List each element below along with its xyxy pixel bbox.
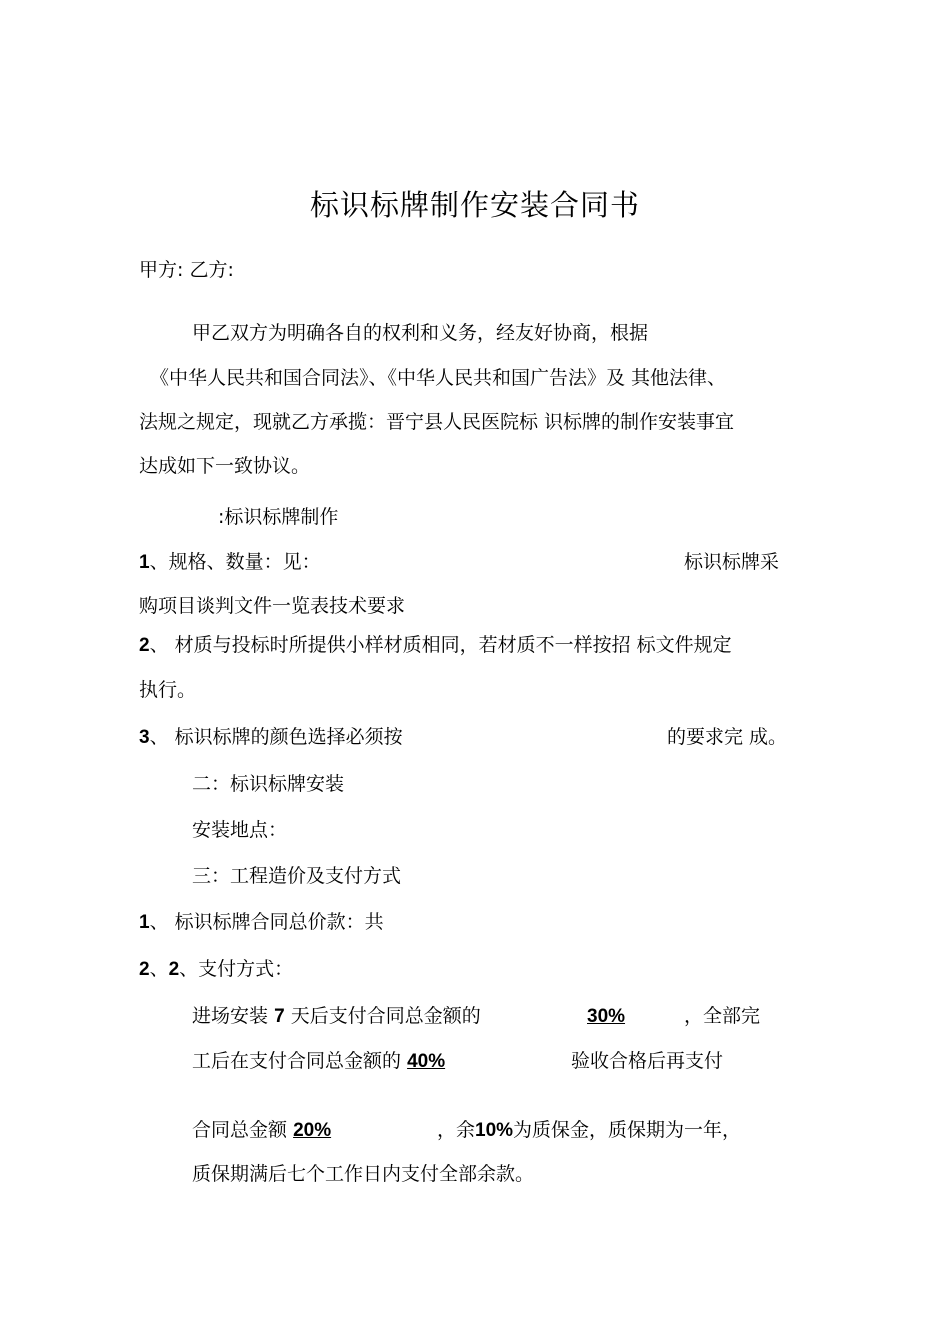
parties-line: 甲方: 乙方: (139, 259, 234, 281)
percent-value: 20% (293, 1120, 332, 1141)
item-text: 、 (149, 958, 169, 980)
item-text-2: 、支付方式： (179, 958, 294, 980)
section-2-heading: 二：标识标牌安装 (192, 773, 345, 795)
intro-line-1: 甲乙双方为明确各自的权利和义务，经友好协商，根据 (192, 322, 649, 344)
percent-value: 30% (587, 1006, 626, 1027)
intro-line-4: 达成如下一致协议。 (139, 455, 311, 477)
payment-text: 为质保金，质保期为一年， (513, 1119, 742, 1141)
section-1-item-2-cont: 执行。 (139, 679, 197, 701)
item-number: 1 (139, 912, 150, 933)
intro-line-2: 《中华人民共和国合同法》、《中华人民共和国广告法》及 其他法律、 (150, 367, 727, 389)
install-location: 安装地点： (192, 819, 288, 841)
item-text: 、 标识标牌合同总价款：共 (149, 911, 384, 933)
section-1-item-3-right: 的要求完 成。 (667, 726, 788, 748)
section-3-item-2 (139, 957, 293, 982)
item-text: 、 材质与投标时所提供小样材质相同，若材质不一样按招 标文件规定 (149, 634, 732, 656)
intro-line-3: 法规之规定，现就乙方承揽：晋宁县人民医院标 识标牌的制作安装事宜 (139, 411, 735, 433)
payment-line-2a (192, 1049, 445, 1074)
payment-text: 合同总金额 (192, 1119, 288, 1141)
payment-text: 进场安装 (192, 1005, 269, 1027)
item-number: 3 (139, 727, 150, 748)
section-1-heading: :标识标牌制作 (218, 506, 339, 528)
section-1-item-1-right: 标识标牌采 (684, 551, 780, 573)
item-number: 2 (139, 635, 150, 656)
section-1-item-1 (139, 550, 321, 575)
item-subnumber: 2 (168, 959, 180, 980)
section-3-item-1 (139, 910, 384, 935)
payment-pct-30 (587, 1004, 625, 1029)
payment-line-3b (437, 1118, 741, 1143)
payment-line-4: 质保期满后七个工作日内支付全部余款。 (192, 1163, 535, 1185)
section-1-item-2 (139, 633, 732, 658)
section-3-heading: 三：工程造价及支付方式 (192, 865, 402, 887)
item-number: 1 (139, 552, 150, 573)
percent-value: 10% (475, 1120, 514, 1141)
payment-line-2c: 验收合格后再支付 (571, 1050, 724, 1072)
payment-text: 天后支付合同总金额的 (290, 1005, 481, 1027)
percent-value: 40% (407, 1051, 446, 1072)
section-1-item-3 (139, 725, 403, 750)
days-value: 7 (274, 1006, 285, 1027)
item-text: 、规格、数量：见： (149, 551, 321, 573)
payment-line-3a (192, 1118, 331, 1143)
payment-text: 工后在支付合同总金额的 (192, 1050, 402, 1072)
payment-line-1c: ，全部完 (684, 1005, 761, 1027)
document-title: 标识标牌制作安装合同书 (309, 188, 640, 222)
item-number: 2 (139, 959, 150, 980)
payment-line-1a (192, 1004, 481, 1029)
payment-text: ，余 (437, 1119, 476, 1141)
section-1-item-1-cont: 购项目谈判文件一览表技术要求 (139, 595, 406, 617)
item-text: 、 标识标牌的颜色选择必须按 (149, 726, 403, 748)
